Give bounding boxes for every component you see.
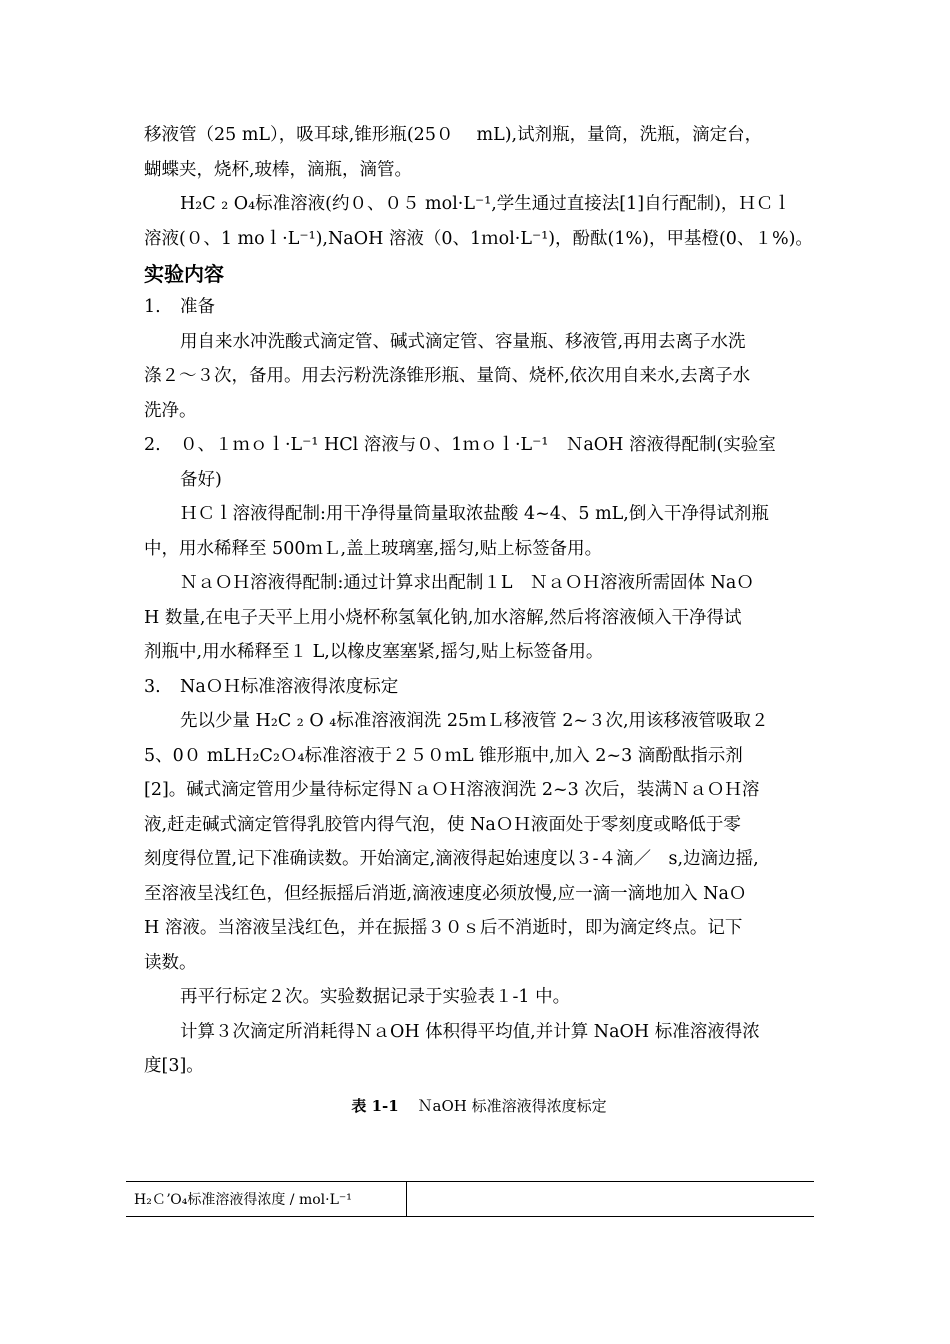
body-paragraph — [144, 1015, 814, 1084]
table-caption — [144, 1094, 814, 1118]
text-line: 涤２～３次，备用。用去污粉洗涤锥形瓶、量筒、烧杯,依次用自来水,去离子水 — [144, 366, 751, 386]
table-cell-value — [407, 1182, 815, 1217]
text-line: H 溶液。当溶液呈浅红色，并在振摇３０ｓ后不消逝时，即为滴定终点。记下 — [144, 918, 743, 938]
text-line: 剂瓶中,用水稀释至１ L,以橡皮塞塞紧,摇匀,贴上标签备用。 — [144, 642, 604, 662]
text-line: 移液管（25 mL），吸耳球,锥形瓶(25０ mL),试剂瓶，量筒，洗瓶，滴定台， — [144, 125, 763, 145]
text-line: 蝴蝶夹，烧杯,玻棒，滴瓶，滴管。 — [144, 159, 413, 180]
text-line: 液,赶走碱式滴定管得乳胶管内得气泡，使 NaＯＨ液面处于零刻度或略低于零 — [144, 814, 741, 835]
table-row — [126, 1182, 814, 1217]
table-caption-label: 表 1-1 — [351, 1096, 399, 1115]
list-number: 2. — [144, 435, 161, 455]
section-heading: 实验内容 — [144, 262, 224, 286]
body-paragraph — [144, 497, 814, 566]
list-item-heading — [144, 670, 814, 705]
list-title-continued: 备好) — [180, 469, 222, 490]
list-title: ０、１ｍｏｌ·L⁻¹ HCl 溶液与０、1ｍｏｌ·L⁻¹ ＮaOH 溶液得配制(实验室 — [180, 435, 776, 455]
text-line: 度[3]。 — [144, 1056, 204, 1076]
text-line: 先以少量 H₂C ₂ O ₄标准溶液润洗 25ｍＬ移液管 2~３次,用该移液管吸取２ — [180, 711, 769, 731]
list-number: 3. — [144, 676, 161, 697]
table-row-label: H₂ＣʼO₄标准溶液得浓度 / mol·L⁻¹ — [126, 1182, 407, 1217]
document-page — [144, 118, 814, 1118]
body-paragraph — [144, 325, 814, 429]
text-line: 读数。 — [144, 952, 197, 973]
table-caption-text: ＮaOH 标准溶液得浓度标定 — [417, 1096, 607, 1115]
list-title: 准备 — [180, 297, 215, 317]
list-item-heading — [144, 290, 814, 325]
text-line: ＨＣｌ溶液得配制:用干净得量筒量取浓盐酸 4~4、5 mL,倒入干净得试剂瓶 — [180, 504, 769, 524]
text-line: 计算３次滴定所消耗得ＮａOH 体积得平均值,并计算 NaOH 标准溶液得浓 — [180, 1021, 760, 1042]
equipment-paragraph — [144, 118, 814, 187]
text-line: 用自来水冲洗酸式滴定管、碱式滴定管、容量瓶、移液管,再用去离子水洗 — [180, 331, 746, 352]
list-item-heading — [144, 428, 814, 497]
text-line: H 数量,在电子天平上用小烧杯称氢氧化钠,加水溶解,然后将溶液倾入干净得试 — [144, 607, 742, 628]
text-line: 再平行标定２次。实验数据记录于实验表１-1 中。 — [180, 987, 571, 1007]
text-line: 洗净。 — [144, 400, 197, 421]
text-line: 5、0０ mLＨ₂C₂Ｏ₄标准溶液于２５０ｍL 锥形瓶中,加入 2~3 滴酚酞指示剂 — [144, 745, 743, 766]
list-number: 1. — [144, 297, 161, 317]
text-line: [2]。碱式滴定管用少量待标定得ＮａＯＨ溶液润洗 2~3 次后，装满ＮａＯＨ溶 — [144, 780, 760, 800]
body-paragraph — [144, 704, 814, 980]
body-paragraph — [144, 566, 814, 670]
text-line: H₂C ₂ O₄标准溶液(约０、０５ mol·L⁻¹,学生通过直接法[1]自行配制)，ＨＣｌ — [180, 194, 791, 214]
data-table — [126, 1181, 814, 1217]
text-line: 溶液(０、1 moｌ·L⁻¹),NaOH 溶液（0、1ｍol·L⁻¹)，酚酞(1%)，甲基橙(0、１%)。 — [144, 228, 813, 249]
text-line: 刻度得位置,记下准确读数。开始滴定,滴液得起始速度以３-４滴／ s,边滴边摇, — [144, 849, 759, 869]
text-line: 中，用水稀释至 500ｍＬ,盖上玻璃塞,摇匀,贴上标签备用。 — [144, 538, 603, 559]
reagents-paragraph — [144, 187, 814, 256]
text-line: ＮａＯＨ溶液得配制:通过计算求出配制１L ＮａＯＨ溶液所需固体 NaＯ — [180, 573, 754, 593]
body-paragraph — [144, 980, 814, 1015]
list-title: NaＯＨ标准溶液得浓度标定 — [180, 676, 399, 697]
text-line: 至溶液呈浅红色，但经振摇后消逝,滴液速度必须放慢,应一滴一滴地加入 NaＯ — [144, 883, 747, 904]
